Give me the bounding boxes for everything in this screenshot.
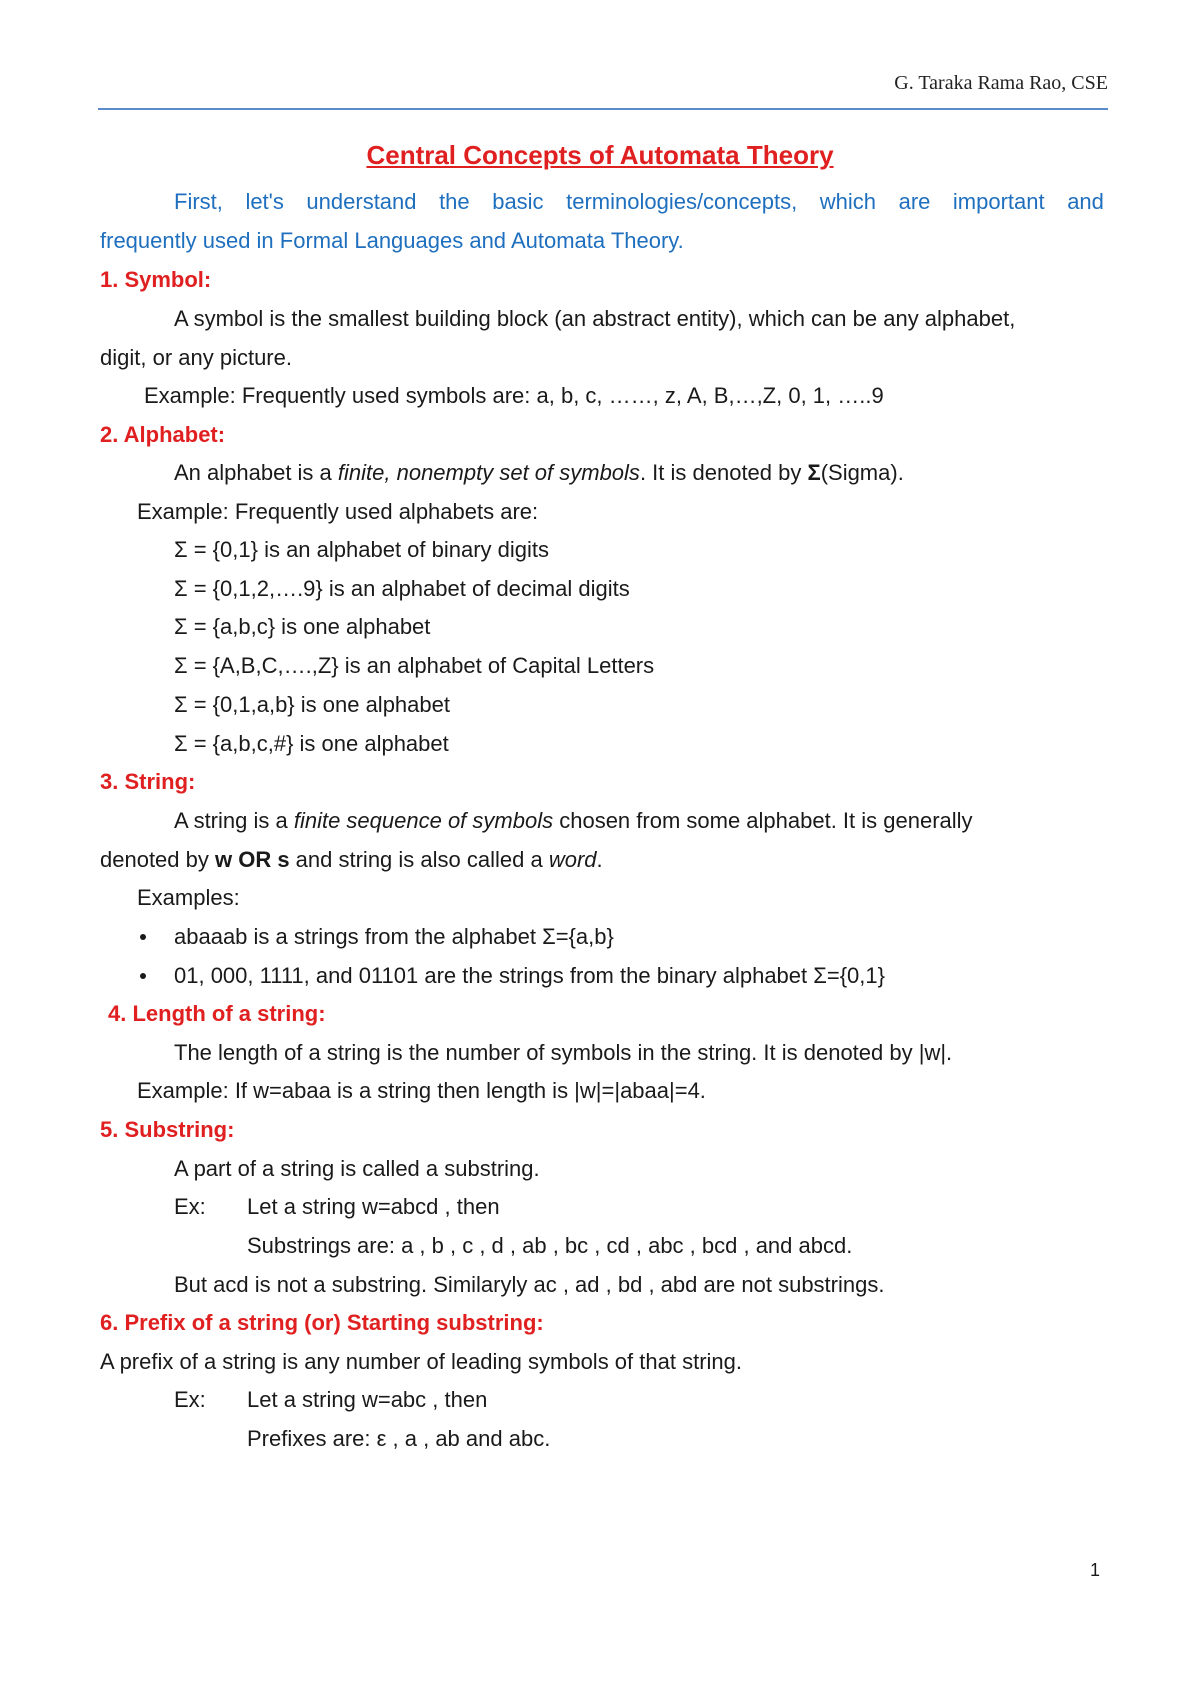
intro-word: terminologies/concepts,	[566, 189, 798, 214]
bullet-icon	[140, 973, 146, 979]
symbol-para-1: A symbol is the smallest building block (an abstract entity), which can be any alphabet,	[174, 306, 1016, 331]
text-run: denoted by	[100, 847, 215, 872]
bullet-icon	[140, 934, 146, 940]
prefix-definition: A prefix of a string is any number of leading symbols of that string.	[100, 1349, 742, 1374]
text-run: .	[596, 847, 603, 872]
alphabet-item: Σ = {0,1,a,b} is one alphabet	[174, 692, 450, 717]
page-title: Central Concepts of Automata Theory	[366, 140, 834, 170]
alphabet-item: Σ = {A,B,C,….,Z} is an alphabet of Capital Letters	[174, 653, 655, 678]
intro-word: important	[952, 189, 1045, 214]
section-heading-symbol: 1. Symbol:	[100, 267, 212, 292]
emphasis-text: finite sequence of symbols	[293, 808, 554, 833]
header-divider	[98, 108, 1108, 110]
intro-word: basic	[492, 189, 544, 214]
intro-word: and	[1067, 189, 1104, 214]
substring-note: But acd is not a substring. Similaryly ac , ad , bd , abd are not substrings.	[174, 1272, 885, 1297]
substring-list: Substrings are: a , b , c , d , ab , bc , cd , abc , bcd , and abcd.	[247, 1233, 853, 1258]
string-bullet-item: 01, 000, 1111, and 01101 are the strings from the binary alphabet Σ={0,1}	[174, 963, 885, 988]
intro-line-1	[174, 187, 1104, 217]
header-author: G. Taraka Rama Rao, CSE	[894, 72, 1108, 94]
text-run: An alphabet is a	[174, 460, 338, 485]
intro-word: let's	[245, 189, 284, 214]
symbol-para-2: digit, or any picture.	[100, 345, 292, 370]
section-heading-prefix: 6. Prefix of a string (or) Starting substring:	[100, 1310, 544, 1335]
prefix-list: Prefixes are: ε , a , ab and abc.	[247, 1426, 551, 1451]
section-heading-length: 4. Length of a string:	[108, 1001, 326, 1026]
bold-text: w OR s	[214, 847, 290, 872]
text-run: (Sigma).	[820, 460, 904, 485]
alphabet-item: Σ = {a,b,c} is one alphabet	[174, 614, 431, 639]
alphabet-item: Σ = {0,1} is an alphabet of binary digits	[174, 537, 550, 562]
emphasis-text: finite, nonempty set of symbols	[337, 460, 640, 485]
section-heading-alphabet: 2. Alphabet:	[100, 422, 226, 447]
prefix-ex-label: Ex:	[174, 1387, 206, 1412]
text-run: . It is denoted by	[639, 460, 808, 485]
text-run: chosen from some alphabet. It is generally	[553, 808, 973, 833]
string-para-1	[174, 806, 973, 836]
page-number: 1	[1089, 1560, 1100, 1580]
string-bullet-item: abaaab is a strings from the alphabet Σ={a,b}	[174, 924, 614, 949]
section-heading-substring: 5. Substring:	[100, 1117, 235, 1142]
length-example: Example: If w=abaa is a string then length is |w|=|abaa|=4.	[137, 1078, 706, 1103]
alphabet-item: Σ = {0,1,2,….9} is an alphabet of decimal digits	[174, 576, 630, 601]
length-definition: The length of a string is the number of symbols in the string. It is denoted by |w|.	[174, 1040, 953, 1065]
substring-ex-text: Let a string w=abcd , then	[247, 1194, 500, 1219]
string-examples-label: Examples:	[137, 885, 240, 910]
intro-word: are	[898, 189, 931, 214]
symbol-example: Example: Frequently used symbols are: a, b, c, ……, z, A, B,…,Z, 0, 1, …..9	[144, 383, 884, 408]
intro-word: understand	[306, 189, 417, 214]
text-run: and string is also called a	[289, 847, 549, 872]
substring-ex-label: Ex:	[174, 1194, 206, 1219]
alphabet-definition	[174, 458, 904, 488]
alphabet-example-label: Example: Frequently used alphabets are:	[137, 499, 539, 524]
section-heading-string: 3. String:	[100, 769, 196, 794]
alphabet-item: Σ = {a,b,c,#} is one alphabet	[174, 731, 449, 756]
prefix-ex-text: Let a string w=abc , then	[247, 1387, 488, 1412]
intro-word: the	[439, 189, 470, 214]
substring-definition: A part of a string is called a substring.	[174, 1156, 540, 1181]
text-run: A string is a	[174, 808, 294, 833]
intro-word: which	[819, 189, 877, 214]
emphasis-text: word	[548, 847, 597, 872]
intro-line-2: frequently used in Formal Languages and Automata Theory.	[100, 228, 684, 253]
intro-word: First,	[174, 189, 223, 214]
sigma-symbol: Σ	[807, 460, 821, 485]
string-para-2	[100, 845, 603, 875]
